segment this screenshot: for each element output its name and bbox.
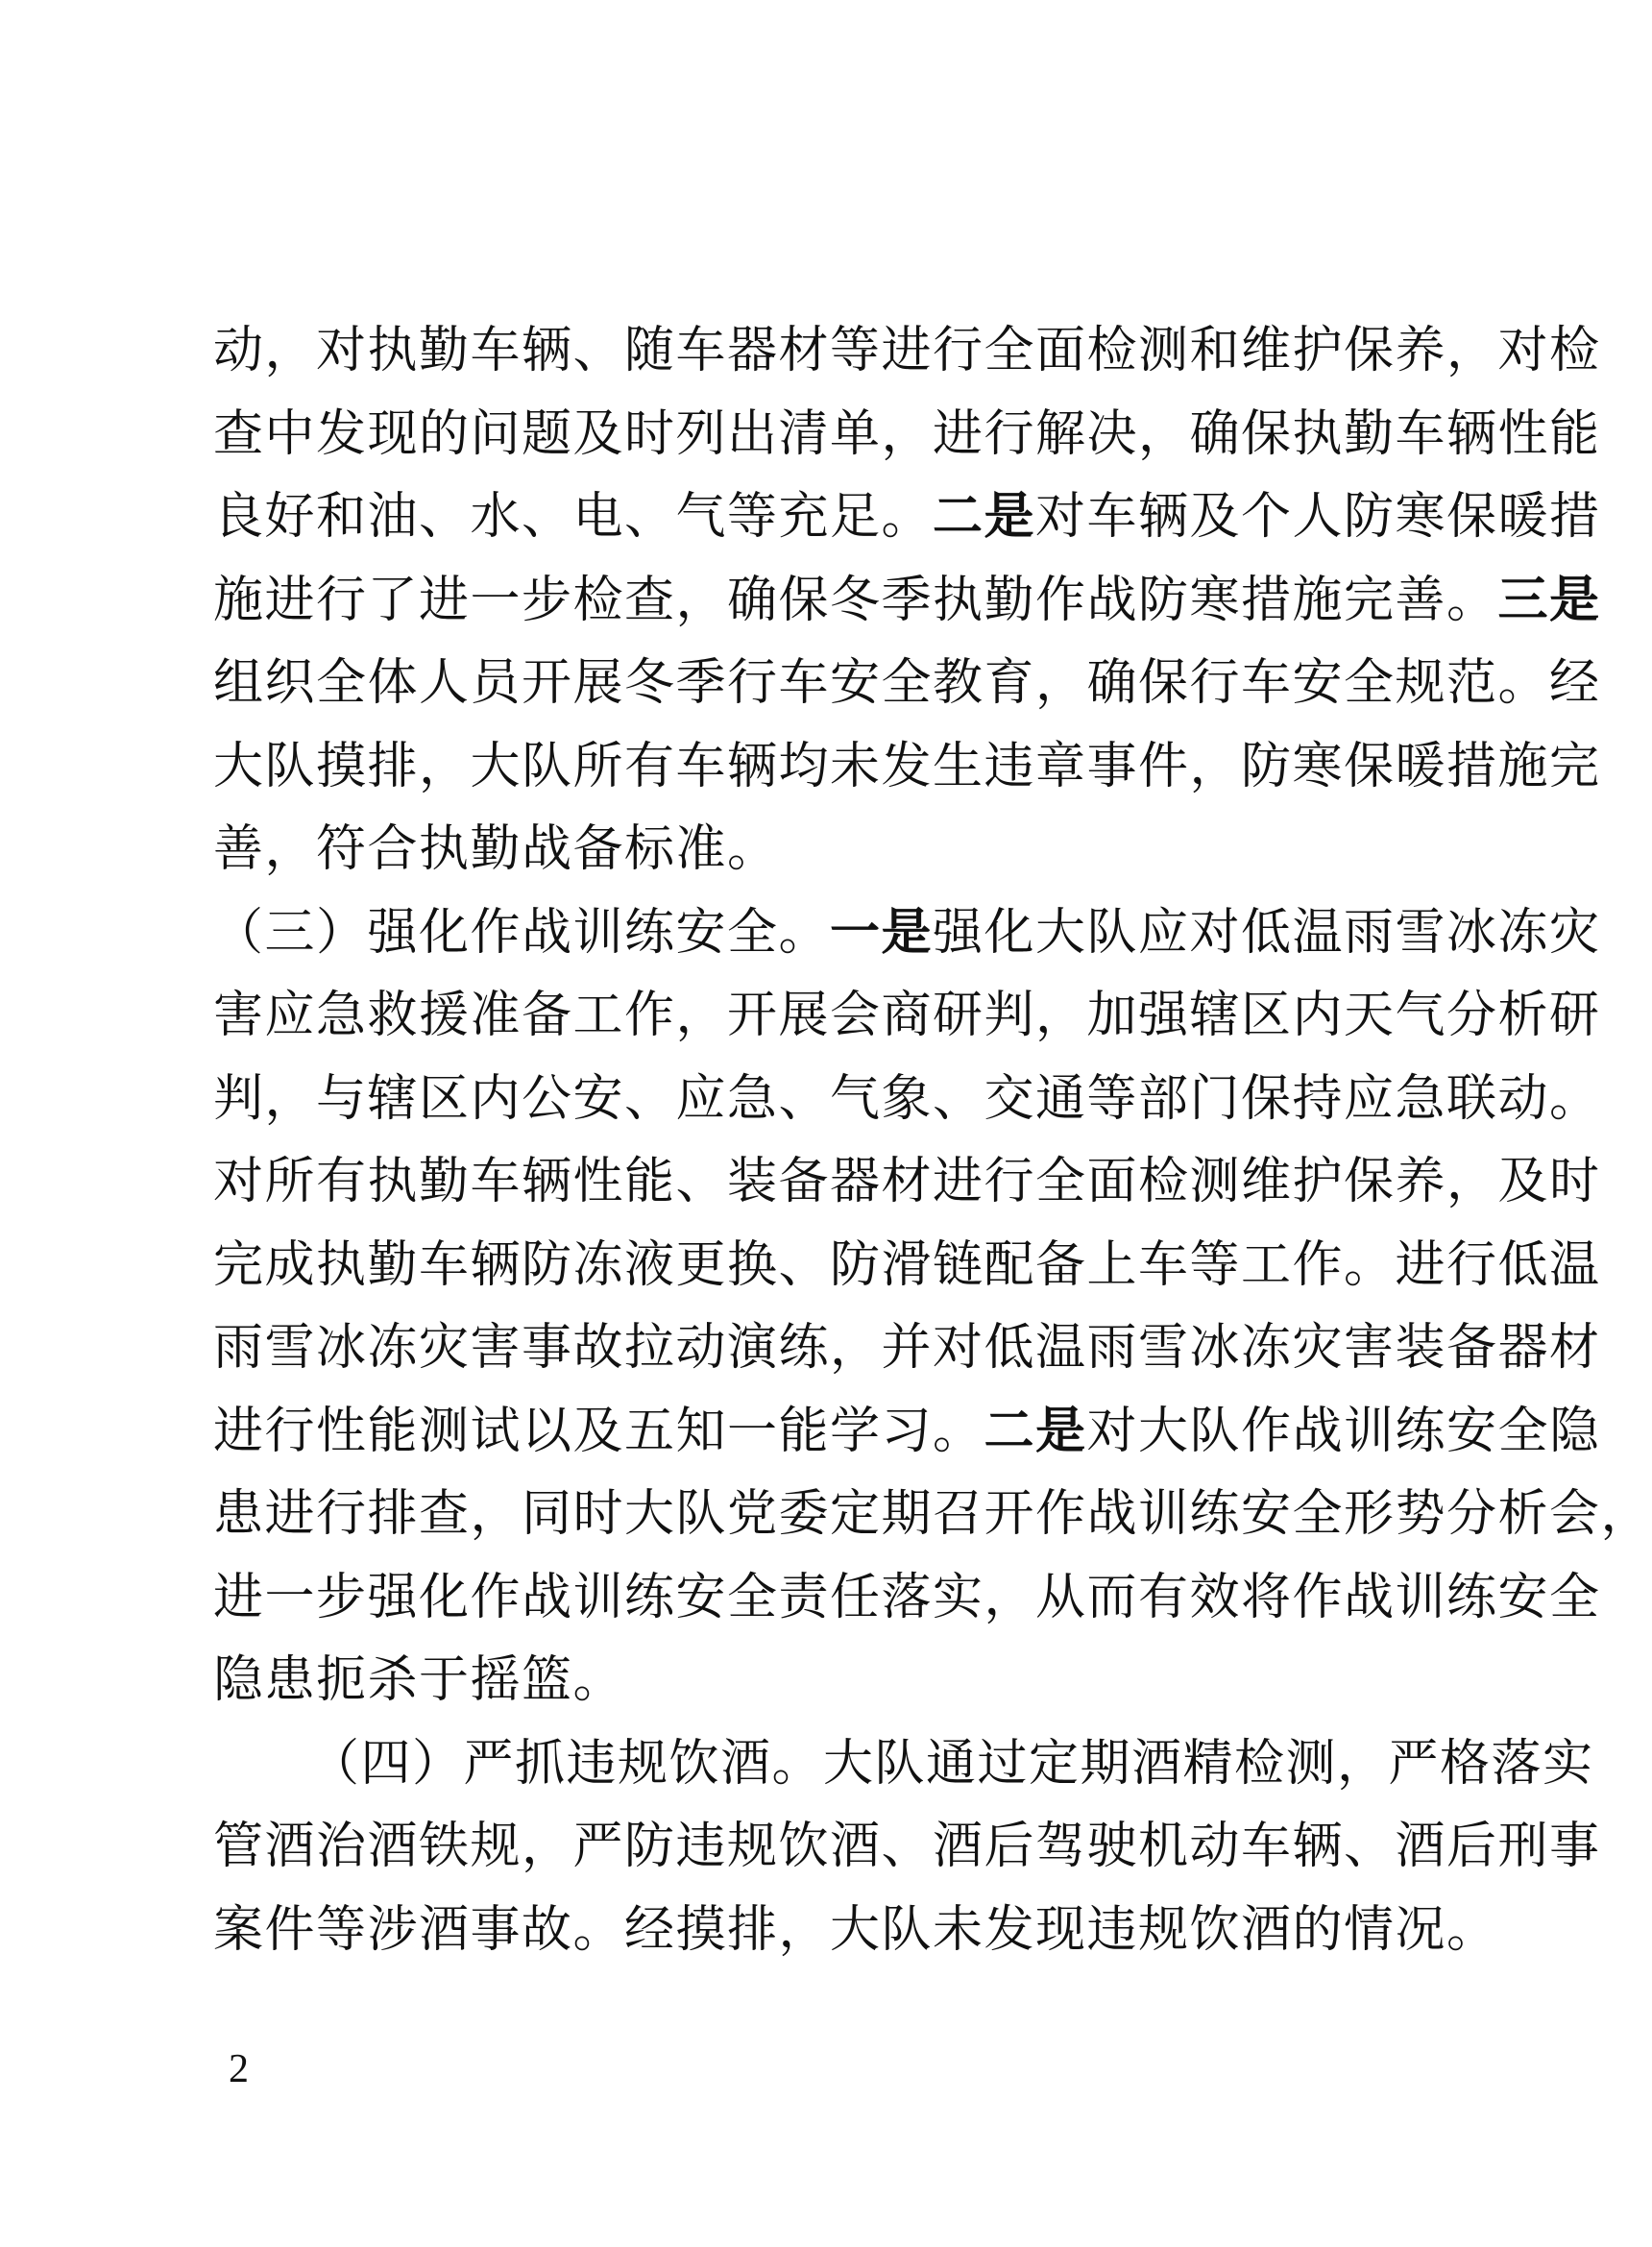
text-line <box>213 974 1601 1058</box>
body-text: 查中发现的问题及时列出清单，进行解决，确保执勤车辆性能 <box>213 404 1601 463</box>
text-line <box>213 1889 1498 1972</box>
body-text: 强化大队应对低温雨雪冰冻灾 <box>933 903 1601 962</box>
text-line <box>213 559 1601 643</box>
text-line <box>213 1224 1601 1307</box>
text-line <box>213 309 1601 393</box>
body-text: 患进行排查，同时大队党委定期召开作战训练安全形势分析会， <box>213 1485 1652 1543</box>
text-line <box>213 808 1423 891</box>
bold-lead-text: 三是 <box>1497 571 1601 629</box>
body-text: 对所有执勤车辆性能、装备器材进行全面检测维护保养，及时 <box>213 1153 1601 1210</box>
bold-lead-text: 一是 <box>830 903 934 962</box>
text-line <box>213 1473 1652 1556</box>
paragraph <box>213 891 1652 1722</box>
paragraph <box>213 309 1601 891</box>
body-text: 对车辆及个人防寒保暖措 <box>1035 488 1601 546</box>
text-line <box>213 1307 1601 1390</box>
document-body <box>213 309 1652 1971</box>
body-text: 完成执勤车辆防冻液更换、防滑链配备上车等工作。进行低温 <box>213 1235 1601 1294</box>
body-text: （四）严抓违规饮酒。大队通过定期酒精检测，严格落实 <box>309 1734 1594 1793</box>
bold-lead-text: 二是 <box>933 488 1036 546</box>
body-text: 组织全体人员开展冬季行车安全教育，确保行车安全规范。经 <box>213 654 1601 712</box>
body-text: 进一步强化作战训练安全责任落实，从而有效将作战训练安全 <box>213 1568 1601 1626</box>
body-text: 良好和油、水、电、气等充足。 <box>213 488 934 546</box>
bold-lead-text: 二是 <box>984 1402 1087 1460</box>
text-line <box>213 1140 1601 1224</box>
paragraph <box>213 1722 1601 1972</box>
text-line <box>213 476 1601 559</box>
body-text: 动，对执勤车辆、随车器材等进行全面检测和维护保养，对检 <box>213 322 1601 379</box>
text-line <box>213 1390 1601 1474</box>
body-text: 害应急救援准备工作，开展会商研判，加强辖区内天气分析研 <box>213 987 1601 1044</box>
body-text: 施进行了进一步检查，确保冬季执勤作战防寒措施完善。 <box>213 571 1498 629</box>
text-line <box>213 393 1601 476</box>
body-text: 善，符合执勤战备标准。 <box>213 820 779 878</box>
body-text: 案件等涉酒事故。经摸排，大队未发现违规饮酒的情况。 <box>213 1900 1498 1959</box>
page-number: 2 <box>229 2047 249 2091</box>
text-line <box>213 891 1601 975</box>
body-text: 隐患扼杀于摇篮。 <box>213 1651 625 1709</box>
text-line <box>213 642 1601 725</box>
body-text: 雨雪冰冻灾害事故拉动演练，并对低温雨雪冰冻灾害装备器材 <box>213 1319 1601 1377</box>
text-line <box>213 1722 1594 1806</box>
body-text: 判，与辖区内公安、应急、气象、交通等部门保持应急联动。 <box>213 1069 1601 1128</box>
body-text: 大队摸排，大队所有车辆均未发生违章事件，防寒保暖措施完 <box>213 737 1601 795</box>
body-text: 进行性能测试以及五知一能学习。 <box>213 1402 984 1460</box>
body-text: 对大队作战训练安全隐 <box>1086 1402 1601 1460</box>
body-text: （三）强化作战训练安全。 <box>213 903 831 962</box>
text-line <box>213 725 1601 809</box>
text-line <box>213 1639 1423 1722</box>
text-line <box>213 1805 1601 1889</box>
text-line <box>213 1556 1601 1640</box>
body-text: 管酒治酒铁规，严防违规饮酒、酒后驾驶机动车辆、酒后刑事 <box>213 1818 1601 1875</box>
text-line <box>213 1058 1601 1141</box>
